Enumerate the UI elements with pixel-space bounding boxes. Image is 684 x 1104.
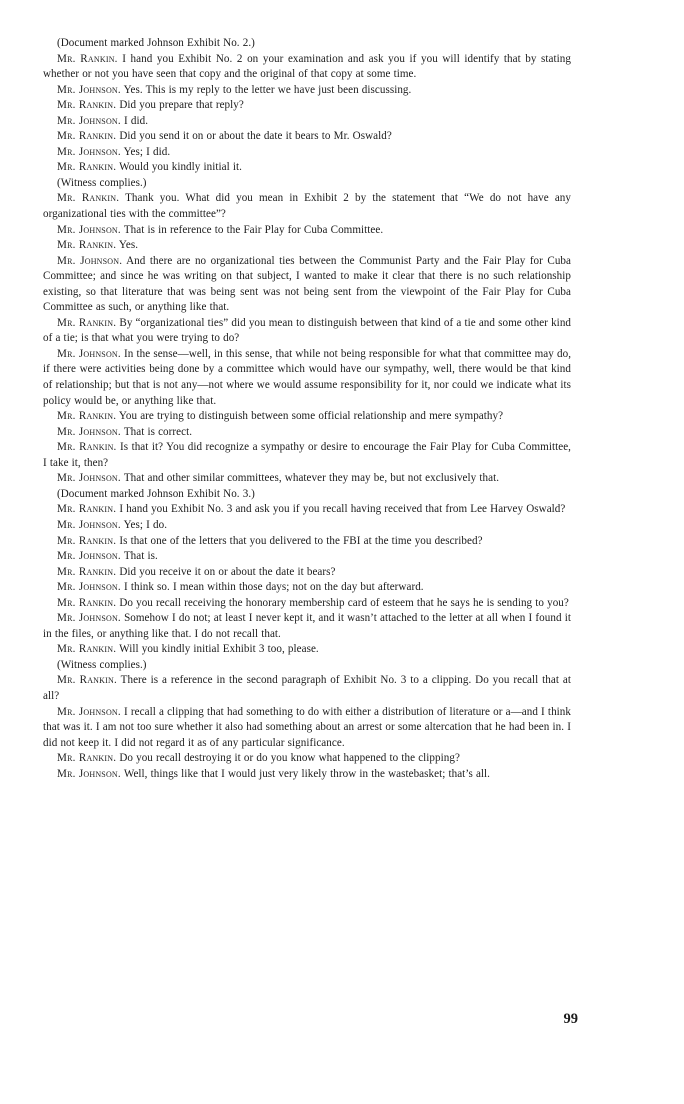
paragraph-text: I think so. I mean within those days; not on the day but afterward. xyxy=(124,581,424,594)
stage-direction xyxy=(43,176,571,192)
paragraph-text: Somehow I do not; at least I never kept it, and it wasn’t attached to the letter at all when I found it in the files, or anything like that. I do not recall that. xyxy=(43,612,571,640)
testimony-paragraph xyxy=(43,347,571,409)
speaker-label: Mr. Johnson. xyxy=(57,581,121,594)
speaker-label: Mr. Johnson. xyxy=(57,347,121,360)
page-number: 99 xyxy=(563,1011,578,1027)
testimony-paragraph xyxy=(43,316,571,347)
testimony-paragraph xyxy=(43,223,571,239)
paragraph-text: (Witness complies.) xyxy=(57,658,147,671)
testimony-paragraph xyxy=(43,98,571,114)
speaker-label: Mr. Johnson. xyxy=(57,254,123,267)
paragraph-text: Yes; I did. xyxy=(123,145,171,158)
speaker-label: Mr. Rankin. xyxy=(57,239,117,252)
testimony-paragraph xyxy=(43,549,571,565)
paragraph-text: Yes. xyxy=(118,239,139,252)
paragraph-text: Did you receive it on or about the date it bears? xyxy=(119,565,336,578)
speaker-label: Mr. Johnson. xyxy=(57,550,121,563)
paragraph-text: Will you kindly initial Exhibit 3 too, please. xyxy=(119,643,319,656)
testimony-paragraph xyxy=(43,409,571,425)
testimony-paragraph xyxy=(43,751,571,767)
paragraph-text: Well, things like that I would just very likely throw in the wastebasket; that’s all. xyxy=(123,767,491,780)
speaker-label: Mr. Johnson. xyxy=(57,145,121,158)
testimony-paragraph xyxy=(43,254,571,316)
speaker-label: Mr. Johnson. xyxy=(57,114,121,127)
speaker-label: Mr. Rankin. xyxy=(57,643,117,656)
speaker-label: Mr. Rankin. xyxy=(57,674,117,687)
testimony-paragraph xyxy=(43,580,571,596)
testimony-paragraph xyxy=(43,611,571,642)
speaker-label: Mr. Rankin. xyxy=(57,752,117,765)
paragraph-text: (Document marked Johnson Exhibit No. 2.) xyxy=(57,37,255,49)
speaker-label: Mr. Johnson. xyxy=(57,705,121,718)
paragraph-text: In the sense—well, in this sense, that while not being responsible for what that committee may do, if there were activities being done by a committee which would have our sympathy, well, there would be that kind of relationship; but that is not any—not where we would assume responsibility for it, nor could we indicate what its policy would be, or anything like that. xyxy=(43,347,572,407)
paragraph-text: Do you recall receiving the honorary membership card of esteem that he says he is sending to you? xyxy=(119,596,569,609)
speaker-label: Mr. Rankin. xyxy=(57,316,117,329)
paragraph-text: Is that it? You did recognize a sympathy or desire to encourage the Fair Play for Cuba Committee, I take it, then? xyxy=(43,441,571,469)
testimony-paragraph xyxy=(43,145,571,161)
speaker-label: Mr. Johnson. xyxy=(57,612,121,625)
testimony-paragraph xyxy=(43,440,571,471)
speaker-label: Mr. Johnson. xyxy=(57,472,121,485)
speaker-label: Mr. Rankin. xyxy=(57,534,117,547)
paragraph-text: I did. xyxy=(124,114,149,127)
speaker-label: Mr. Rankin. xyxy=(57,596,117,609)
paragraph-text: I recall a clipping that had something to do with either a distribution of literature or a—and I think that was it. I am not too sure whether it also had something about an arrest or some altercation that he had been in. I did not keep it. I did not regard it as of any particular significance. xyxy=(43,705,571,749)
paragraph-text: (Witness complies.) xyxy=(57,176,147,189)
testimony-paragraph xyxy=(43,518,571,534)
paragraph-text: That and other similar committees, whatever they may be, but not exclusively that. xyxy=(123,472,500,485)
speaker-label: Mr. Rankin. xyxy=(57,130,117,143)
testimony-paragraph xyxy=(43,673,571,704)
paragraph-text: I hand you Exhibit No. 2 on your examination and ask you if you will identify that by stating whether or not you have seen that copy and the original of that copy at some time. xyxy=(43,52,571,81)
testimony-paragraph xyxy=(43,471,571,487)
speaker-label: Mr. Rankin. xyxy=(57,52,118,65)
paragraph-text: Would you kindly initial it. xyxy=(119,161,242,174)
testimony-paragraph xyxy=(43,565,571,581)
testimony-paragraph xyxy=(43,425,571,441)
paragraph-text: Do you recall destroying it or do you know what happened to the clipping? xyxy=(119,752,460,765)
paragraph-text: That is correct. xyxy=(123,425,193,438)
testimony-paragraph xyxy=(43,129,571,145)
paragraph-text: There is a reference in the second paragraph of Exhibit No. 3 to a clipping. Do you recall that at all? xyxy=(43,674,571,702)
testimony-paragraph xyxy=(43,238,571,254)
paragraph-text: You are trying to distinguish between some official relationship and mere sympathy? xyxy=(118,410,504,423)
paragraph-text: And there are no organizational ties between the Communist Party and the Fair Play for Cuba Committee; and since he was writing on that subject, I wanted to make it clear that there is no such relationship existing, so that literature that was being sent was not being sent from the viewpoint of the Fair Play for Cuba Committee as such, or anything like that. xyxy=(43,254,572,314)
paragraph-text: Yes; I do. xyxy=(123,518,168,531)
testimony-paragraph xyxy=(43,596,571,612)
speaker-label: Mr. Rankin. xyxy=(57,503,117,516)
testimony-paragraph xyxy=(43,114,571,130)
paragraph-text: Thank you. What did you mean in Exhibit 2 by the statement that “We do not have any organizational ties with the committee”? xyxy=(43,192,571,221)
paragraph-text: By “organizational ties” did you mean to distinguish between that kind of a tie and some other kind of a tie; is that what you were trying to do? xyxy=(43,316,572,345)
stage-direction xyxy=(43,658,571,674)
paragraph-text: Is that one of the letters that you delivered to the FBI at the time you described? xyxy=(119,534,483,547)
speaker-label: Mr. Rankin. xyxy=(57,99,117,112)
testimony-paragraph xyxy=(43,160,571,176)
testimony-paragraph xyxy=(43,52,571,83)
speaker-label: Mr. Rankin. xyxy=(57,161,117,174)
testimony-paragraph xyxy=(43,767,571,783)
testimony-paragraph xyxy=(43,642,571,658)
paragraph-text: I hand you Exhibit No. 3 and ask you if you recall having received that from Lee Harvey Oswald? xyxy=(119,503,566,516)
testimony-paragraph xyxy=(43,502,571,518)
paragraph-text: Yes. This is my reply to the letter we have just been discussing. xyxy=(123,83,412,96)
speaker-label: Mr. Rankin. xyxy=(57,441,117,454)
speaker-label: Mr. Rankin. xyxy=(57,192,120,205)
speaker-label: Mr. Johnson. xyxy=(57,223,121,236)
paragraph-text: Did you prepare that reply? xyxy=(119,99,244,112)
speaker-label: Mr. Johnson. xyxy=(57,767,121,780)
speaker-label: Mr. Johnson. xyxy=(57,518,121,531)
paragraph-text: That is in reference to the Fair Play for Cuba Committee. xyxy=(123,223,384,236)
speaker-label: Mr. Rankin. xyxy=(57,410,117,423)
testimony-paragraph xyxy=(43,191,571,222)
stage-direction xyxy=(43,487,571,503)
testimony-paragraph xyxy=(43,534,571,550)
paragraph-text: Did you send it on or about the date it bears to Mr. Oswald? xyxy=(119,130,392,143)
testimony-paragraph xyxy=(43,705,571,752)
testimony-paragraph xyxy=(43,83,571,99)
stage-direction xyxy=(43,36,571,52)
speaker-label: Mr. Rankin. xyxy=(57,565,117,578)
paragraph-text: That is. xyxy=(123,550,158,563)
paragraph-text: (Document marked Johnson Exhibit No. 3.) xyxy=(57,487,255,500)
speaker-label: Mr. Johnson. xyxy=(57,83,121,96)
transcript-page xyxy=(43,36,571,782)
speaker-label: Mr. Johnson. xyxy=(57,425,121,438)
